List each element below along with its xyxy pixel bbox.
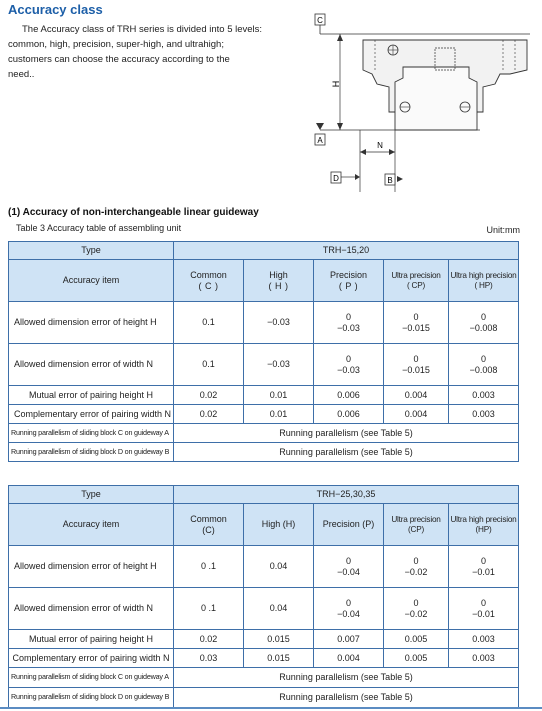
row-label: Complementary error of pairing width N (9, 405, 174, 424)
row-label: Allowed dimension error of width N (9, 344, 174, 386)
table-caption: Table 3 Accuracy table of assembling unit (16, 223, 182, 233)
table-row (9, 546, 519, 588)
type-header: Type (9, 486, 174, 504)
table-cell: 0 −0.03 (314, 344, 384, 386)
row-label: Allowed dimension error of height H (9, 302, 174, 344)
row-label: Running parallelism of sliding block C on guideway A (9, 424, 174, 443)
table-cell: 0 −0.015 (384, 344, 449, 386)
guideway-diagram (305, 12, 530, 197)
label-a: A (317, 136, 323, 145)
label-h: H (331, 80, 341, 88)
table-cell: Running parallelism (see Table 5) (174, 424, 519, 443)
table-cell: 0.004 (384, 405, 449, 424)
table-cell: 0 −0.04 (314, 588, 384, 630)
table-row (9, 649, 519, 668)
accuracy-table-trh-25-30-35 (8, 485, 519, 708)
table-cell: 0 −0.008 (449, 344, 519, 386)
model-header: TRH−25,30,35 (174, 486, 519, 504)
table-cell: 0.003 (449, 649, 519, 668)
table-cell: 0 −0.008 (449, 302, 519, 344)
table-cell: −0.03 (244, 302, 314, 344)
unit-label: Unit:mm (486, 225, 520, 235)
row-label: Running parallelism of sliding block D on guideway B (9, 688, 174, 708)
table-cell: −0.03 (244, 344, 314, 386)
class-header: Ultra high precision ( HP) (449, 260, 519, 302)
row-label: Allowed dimension error of width N (9, 588, 174, 630)
table-cell: 0 −0.04 (314, 546, 384, 588)
table-cell: 0.006 (314, 405, 384, 424)
table-cell: 0.007 (314, 630, 384, 649)
table-cell: 0 −0.02 (384, 546, 449, 588)
table-cell: 0.006 (314, 386, 384, 405)
table-row (9, 630, 519, 649)
table-cell: 0.015 (244, 630, 314, 649)
accuracy-item-header: Accuracy item (9, 260, 174, 302)
row-label: Complementary error of pairing width N (9, 649, 174, 668)
label-n: N (377, 141, 383, 150)
section-heading: (1) Accuracy of non-interchangeable linear guideway (8, 207, 259, 218)
intro-line: customers can choose the accuracy according to the (8, 54, 230, 65)
type-header: Type (9, 242, 174, 260)
table-row (9, 302, 519, 344)
table-cell: 0.1 (174, 302, 244, 344)
class-header: Precision ( P ) (314, 260, 384, 302)
table-cell: 0.1 (174, 344, 244, 386)
table-cell: 0.02 (174, 630, 244, 649)
table-cell: 0 .1 (174, 546, 244, 588)
class-header: Common (C) (174, 504, 244, 546)
table-cell: 0.01 (244, 386, 314, 405)
class-header: High ( H ) (244, 260, 314, 302)
model-header: TRH−15,20 (174, 242, 519, 260)
label-c: C (317, 16, 323, 25)
table-row (9, 405, 519, 424)
row-label: Mutual error of pairing height H (9, 630, 174, 649)
table-cell: 0 −0.03 (314, 302, 384, 344)
table-cell: 0 −0.015 (384, 302, 449, 344)
table-cell: 0.03 (174, 649, 244, 668)
table-row (9, 424, 519, 443)
row-label: Allowed dimension error of height H (9, 546, 174, 588)
intro-line: common, high, precision, super-high, and ultrahigh; (8, 39, 224, 50)
table-row (9, 344, 519, 386)
row-label: Mutual error of pairing height H (9, 386, 174, 405)
table-cell: Running parallelism (see Table 5) (174, 688, 519, 708)
intro-paragraph (8, 22, 308, 82)
label-d: D (333, 174, 339, 183)
intro-line: need.. (8, 69, 35, 80)
table-row (9, 668, 519, 688)
table-cell: Running parallelism (see Table 5) (174, 668, 519, 688)
row-label: Running parallelism of sliding block C on guideway A (9, 668, 174, 688)
accuracy-table-trh-15-20 (8, 241, 519, 462)
accuracy-item-header: Accuracy item (9, 504, 174, 546)
intro-line: The Accuracy class of TRH series is divided into 5 levels: (22, 24, 263, 35)
table-cell: 0.04 (244, 588, 314, 630)
table-cell: 0.005 (384, 630, 449, 649)
table-cell: 0.003 (449, 405, 519, 424)
table-cell: Running parallelism (see Table 5) (174, 443, 519, 462)
bottom-divider (0, 707, 542, 709)
table-cell: 0.005 (384, 649, 449, 668)
table-cell: 0.01 (244, 405, 314, 424)
table-cell: 0 .1 (174, 588, 244, 630)
page-title: Accuracy class (8, 2, 103, 17)
table-cell: 0 −0.01 (449, 588, 519, 630)
class-header: Ultra high precision (HP) (449, 504, 519, 546)
row-label: Running parallelism of sliding block D on guideway B (9, 443, 174, 462)
table-cell: 0 −0.01 (449, 546, 519, 588)
table-cell: 0 −0.02 (384, 588, 449, 630)
class-header: Ultra precision ( CP) (384, 260, 449, 302)
class-header: High (H) (244, 504, 314, 546)
table-cell: 0.015 (244, 649, 314, 668)
table-cell: 0.003 (449, 630, 519, 649)
table-row (9, 588, 519, 630)
table-row (9, 688, 519, 708)
class-header: Precision (P) (314, 504, 384, 546)
table-cell: 0.02 (174, 386, 244, 405)
label-b: B (387, 176, 393, 185)
class-header: Ultra precision (CP) (384, 504, 449, 546)
table-cell: 0.004 (314, 649, 384, 668)
table-cell: 0.04 (244, 546, 314, 588)
table-cell: 0.004 (384, 386, 449, 405)
table-row (9, 386, 519, 405)
table-cell: 0.02 (174, 405, 244, 424)
table-cell: 0.003 (449, 386, 519, 405)
class-header: Common ( C ) (174, 260, 244, 302)
table-row (9, 443, 519, 462)
